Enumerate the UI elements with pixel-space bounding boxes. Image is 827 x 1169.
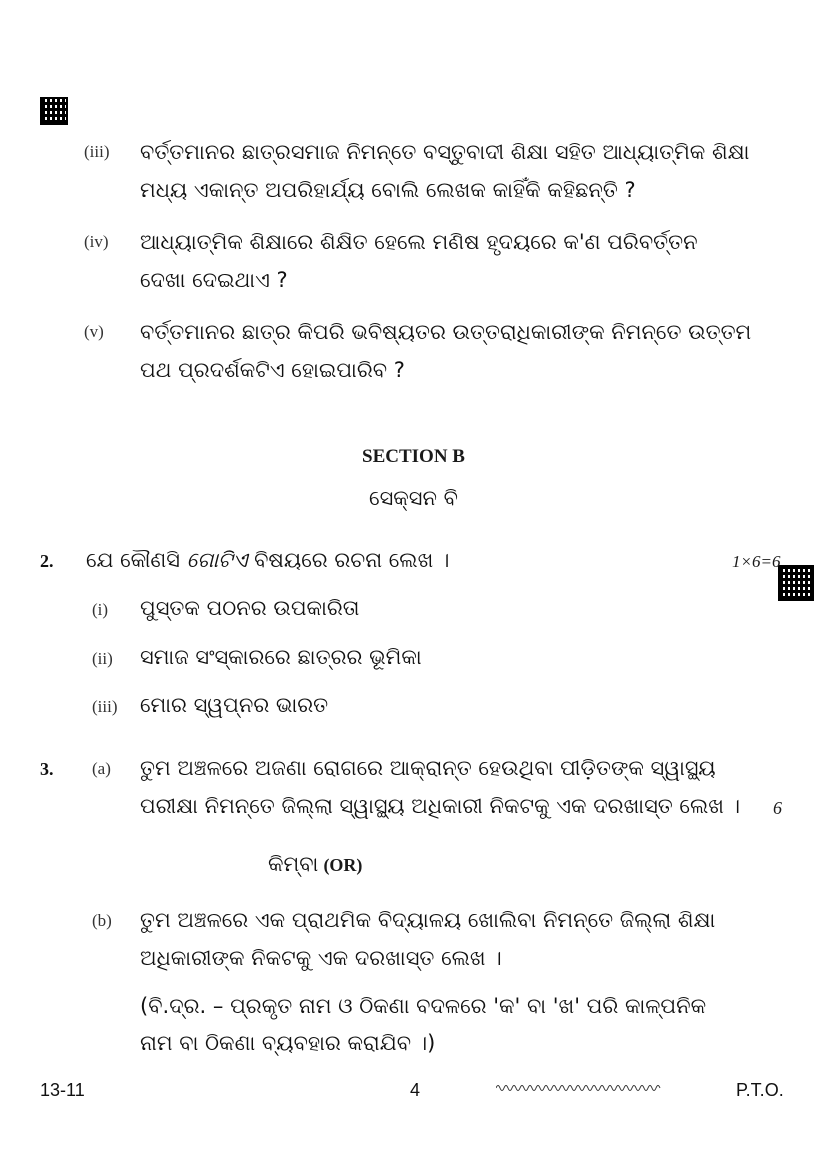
question-2-prompt — [86, 542, 449, 578]
question-3-note-line1: (ବି.ଦ୍ର. – ପ୍ରକୃତ ନାମ ଓ ଠିକଣା ବଦଳରେ 'କ' ବା 'ଖ' ପରି କାଳ୍ପନିକ — [140, 994, 707, 1018]
option-label-ii: (ii) — [92, 649, 113, 668]
question-3-marks: 6 — [773, 798, 782, 818]
wavy-line-decoration — [496, 1083, 662, 1093]
question-3b-line1: ତୁମ ଅଞ୍ଚଳରେ ଏକ ପ୍ରାଥମିକ ବିଦ୍ୟାଳୟ ଖୋଲିବା ନିମନ୍ତେ ଜିଲ୍ଲା ଶିକ୍ଷା — [140, 908, 716, 932]
question-number-3: 3. — [40, 759, 54, 779]
paper-code: 13-11 — [40, 1080, 85, 1100]
question-label-iii: (iii) — [84, 142, 110, 161]
question-3-note-line2: ନାମ ବା ଠିକଣା ବ୍ୟବହାର କରାଯିବ ।) — [140, 1031, 436, 1055]
question-text-v-line1: ବର୍ତ୍ତମାନର ଛାତ୍ର କିପରି ଭବିଷ୍ୟତର ଉତ୍ତରାଧିକାରୀଙ୍କ ନିମନ୍ତେ ଉତ୍ତମ — [140, 320, 752, 344]
option-label-iii: (iii) — [92, 697, 118, 716]
option-label-i: (i) — [92, 600, 109, 619]
question-2-prompt-pre: ଯେ କୌଣସି — [86, 548, 187, 572]
question-label-v: (v) — [84, 322, 104, 341]
question-3a-label: (a) — [92, 759, 111, 778]
question-2-prompt-post: ବିଷୟରେ ରଚନା ଲେଖ । — [247, 548, 450, 572]
section-title-od: ସେକ୍ସନ ବି — [369, 486, 458, 510]
or-divider — [268, 846, 362, 882]
qr-code-top-left — [40, 97, 68, 125]
option-text-iii: ମୋର ସ୍ୱପ୍ନର ଭାରତ — [140, 693, 329, 717]
question-3b-line2: ଅଧିକାରୀଙ୍କ ନିକଟକୁ ଏକ ଦରଖାସ୍ତ ଲେଖ । — [140, 946, 502, 970]
question-3a-line1: ତୁମ ଅଞ୍ଚଳରେ ଅଜଣା ରୋଗରେ ଆକ୍ରାନ୍ତ ହେଉଥିବା ପୀଡ଼ିତଙ୍କ ସ୍ୱାସ୍ଥ୍ୟ — [140, 756, 716, 780]
question-text-iv-line2: ଦେଖା ଦେଇଥାଏ ? — [140, 268, 288, 292]
question-label-iv: (iv) — [84, 232, 109, 251]
question-2-marks: 1×6=6 — [732, 552, 781, 571]
question-text-iii-line1: ବର୍ତ୍ତମାନର ଛାତ୍ରସମାଜ ନିମନ୍ତେ ବସ୍ତୁବାଦୀ ଶିକ୍ଷା ସହିତ ଆଧ୍ୟାତ୍ମିକ ଶିକ୍ଷା — [140, 140, 750, 164]
question-3b-label: (b) — [92, 911, 112, 930]
question-3a-line2: ପରୀକ୍ଷା ନିମନ୍ତେ ଜିଲ୍ଲା ସ୍ୱାସ୍ଥ୍ୟ ଅଧିକାରୀ ନିକଟକୁ ଏକ ଦରଖାସ୍ତ ଲେଖ । — [140, 794, 741, 818]
question-text-iii-line2: ମଧ୍ୟ ଏକାନ୍ତ ଅପରିହାର୍ଯ୍ୟ ବୋଲି ଲେଖକ କାହିଁକି କହିଛନ୍ତି ? — [140, 178, 636, 202]
question-2-prompt-emphasis: ଗୋଟିଏ — [186, 548, 248, 572]
qr-code-right — [778, 565, 814, 601]
pto-label: P.T.O. — [736, 1080, 784, 1100]
option-text-i: ପୁସ୍ତକ ପଠନର ଉପକାରିତା — [140, 596, 360, 620]
or-english: (OR) — [323, 855, 363, 875]
question-number-2: 2. — [40, 551, 54, 571]
question-text-iv-line1: ଆଧ୍ୟାତ୍ମିକ ଶିକ୍ଷାରେ ଶିକ୍ଷିତ ହେଲେ ମଣିଷ ହୃଦୟରେ କ'ଣ ପରିବର୍ତ୍ତନ — [140, 230, 698, 254]
option-text-ii: ସମାଜ ସଂସ୍କାରରେ ଛାତ୍ରର ଭୂମିକା — [140, 645, 422, 669]
or-odia: କିମ୍ବା — [268, 852, 319, 876]
section-title-en: SECTION B — [362, 446, 465, 467]
page-number: 4 — [410, 1080, 421, 1100]
question-text-v-line2: ପଥ ପ୍ରଦର୍ଶକଟିଏ ହୋଇପାରିବ ? — [140, 358, 405, 382]
